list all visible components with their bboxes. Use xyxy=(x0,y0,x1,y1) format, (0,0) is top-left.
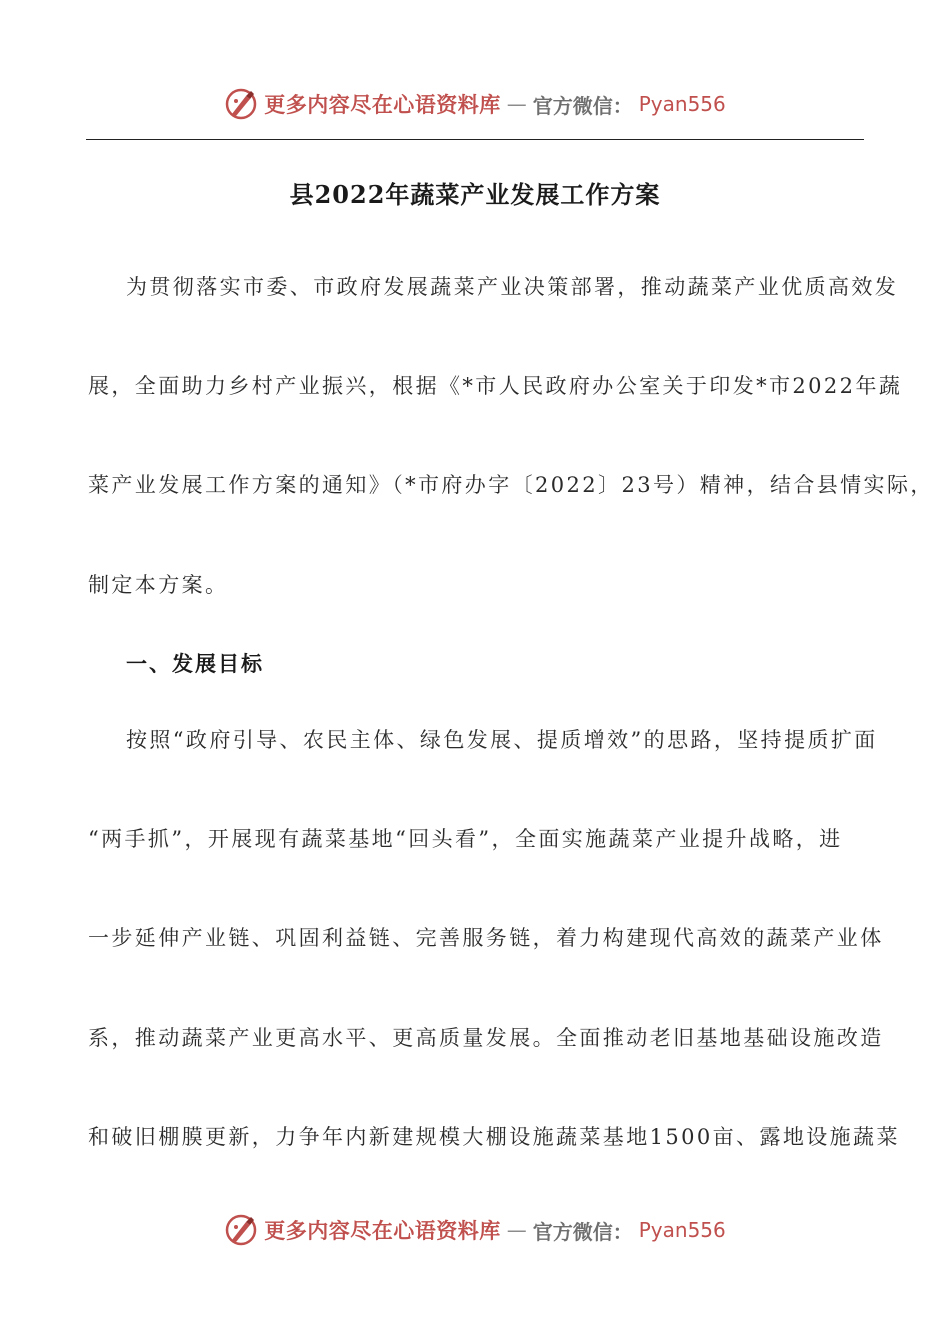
banner-separator: — xyxy=(506,92,527,116)
pen-logo-icon xyxy=(224,87,258,121)
banner-title: 更多内容尽在心语资料库 xyxy=(264,92,501,117)
section-heading: 一、发展目标 xyxy=(126,651,264,676)
section-line-3: 一步延伸产业链、巩固利益链、完善服务链，着力构建现代高效的蔬菜产业体 xyxy=(88,926,884,950)
banner-title: 更多内容尽在心语资料库 xyxy=(264,1218,501,1243)
banner-wechat-label: 官方微信： xyxy=(532,1219,633,1244)
footer-banner xyxy=(0,1210,950,1250)
banner-wechat-id: Pyan556 xyxy=(638,1218,726,1242)
section-line-5: 和破旧棚膜更新，力争年内新建规模大棚设施蔬菜基地1500亩、露地设施蔬菜 xyxy=(88,1125,900,1149)
section-line-4: 系，推动蔬菜产业更高水平、更高质量发展。全面推动老旧基地基础设施改造 xyxy=(88,1026,884,1050)
document-title: 县2022年蔬菜产业发展工作方案 xyxy=(289,180,661,209)
pen-logo-icon xyxy=(224,1213,258,1247)
banner-wechat-label: 官方微信： xyxy=(532,93,633,118)
intro-line-2: 展，全面助力乡村产业振兴，根据《*市人民政府办公室关于印发*市2022年蔬 xyxy=(88,374,903,398)
banner-wechat-id: Pyan556 xyxy=(638,92,726,116)
section-line-2: “两手抓”，开展现有蔬菜基地“回头看”，全面实施蔬菜产业提升战略，进 xyxy=(88,827,843,851)
header-banner xyxy=(0,84,950,124)
intro-line-1: 为贯彻落实市委、市政府发展蔬菜产业决策部署，推动蔬菜产业优质高效发 xyxy=(126,275,899,299)
header-divider xyxy=(86,139,864,140)
intro-line-4: 制定本方案。 xyxy=(88,573,229,597)
section-line-1: 按照“政府引导、农民主体、绿色发展、提质增效”的思路，坚持提质扩面 xyxy=(126,728,878,752)
banner-separator: — xyxy=(506,1218,527,1242)
intro-line-3: 菜产业发展工作方案的通知》（*市府办字〔2022〕23号）精神，结合县情实际， xyxy=(88,473,934,497)
